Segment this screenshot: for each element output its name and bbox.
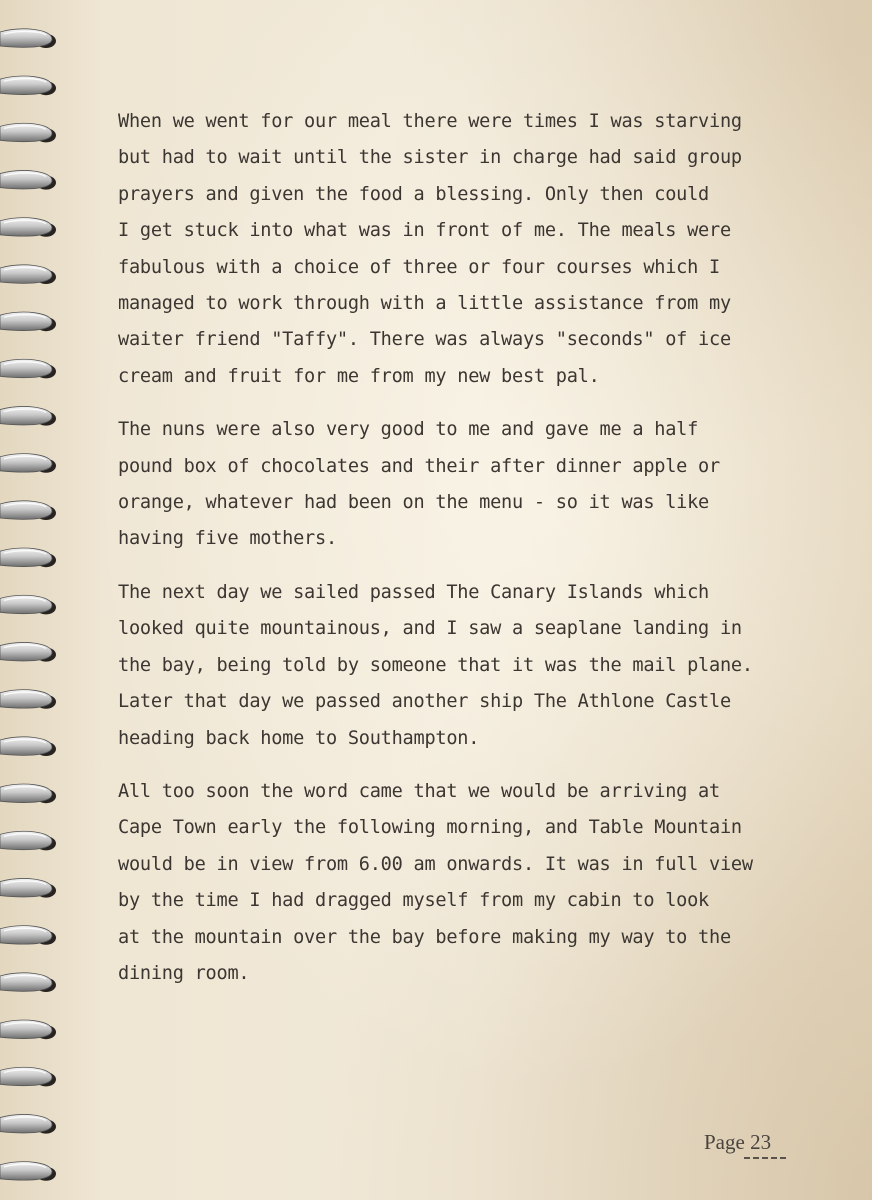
text-line: When we went for our meal there were times I was starving (118, 111, 742, 132)
text-line: The next day we sailed passed The Canary Islands which (118, 581, 709, 603)
spiral-ring (0, 690, 56, 709)
spiral-ring (0, 1020, 56, 1039)
text-line: orange, whatever had been on the menu - so it was like (118, 492, 709, 514)
body-text (118, 104, 808, 1009)
spiral-ring (0, 595, 56, 614)
text-line: by the time I had dragged myself from my cabin to look (118, 890, 709, 912)
spiral-ring (0, 123, 56, 142)
spiral-ring (0, 831, 56, 850)
spiral-ring (0, 643, 56, 662)
spiral-ring (0, 171, 56, 190)
spiral-ring (0, 548, 56, 567)
spiral-ring (0, 265, 56, 284)
text-line: looked quite mountainous, and I saw a seaplane landing in (118, 618, 742, 640)
spiral-ring (0, 737, 56, 756)
spiral-ring (0, 879, 56, 898)
text-line: pound box of chocolates and their after dinner apple or (118, 455, 720, 477)
text-line: fabulous with a choice of three or four courses which I (118, 256, 720, 278)
text-line: managed to work through with a little assistance from my (118, 293, 731, 315)
spiral-ring (0, 784, 56, 803)
text-line: cream and fruit for me from my new best pal. (118, 365, 600, 387)
spiral-ring (0, 973, 56, 992)
spiral-binding (0, 0, 66, 1200)
text-line: prayers and given the food a blessing. Only then could (118, 183, 709, 205)
text-line: the bay, being told by someone that it was the mail plane. (118, 654, 753, 676)
text-line: I get stuck into what was in front of me. The meals were (118, 220, 731, 242)
spiral-ring (0, 312, 56, 331)
paragraph-3 (118, 575, 808, 757)
text-line: dining room. (118, 962, 250, 984)
spiral-rings (0, 0, 66, 1200)
spiral-ring (0, 926, 56, 945)
text-line: heading back home to Southampton. (118, 727, 480, 749)
text-line: waiter friend "Taffy". There was always "seconds" of ice (118, 329, 731, 351)
spiral-ring (0, 501, 56, 520)
paragraph-1 (118, 104, 808, 395)
spiral-ring (0, 407, 56, 426)
spiral-ring (0, 1067, 56, 1086)
spiral-ring (0, 359, 56, 378)
text-line: The nuns were also very good to me and gave me a half (118, 419, 699, 441)
text-line: at the mountain over the bay before making my way to the (118, 926, 731, 948)
spiral-ring (0, 1162, 56, 1181)
text-line: Later that day we passed another ship The Athlone Castle (118, 691, 731, 713)
spiral-ring (0, 218, 56, 237)
page-number: Page 23 (704, 1130, 772, 1154)
paragraph-4 (118, 774, 808, 992)
text-line: but had to wait until the sister in charge had said group (118, 147, 742, 169)
page-footer (704, 1130, 794, 1159)
spiral-ring (0, 29, 56, 48)
page-number-underline (744, 1157, 786, 1159)
spiral-ring (0, 1115, 56, 1134)
text-line: All too soon the word came that we would be arriving at (118, 780, 720, 802)
paragraph-2 (118, 412, 808, 558)
text-line: Cape Town early the following morning, and Table Mountain (118, 817, 742, 839)
spiral-ring (0, 454, 56, 473)
text-line: would be in view from 6.00 am onwards. It was in full view (118, 853, 753, 875)
text-line: having five mothers. (118, 528, 337, 550)
spiral-ring (0, 76, 56, 95)
